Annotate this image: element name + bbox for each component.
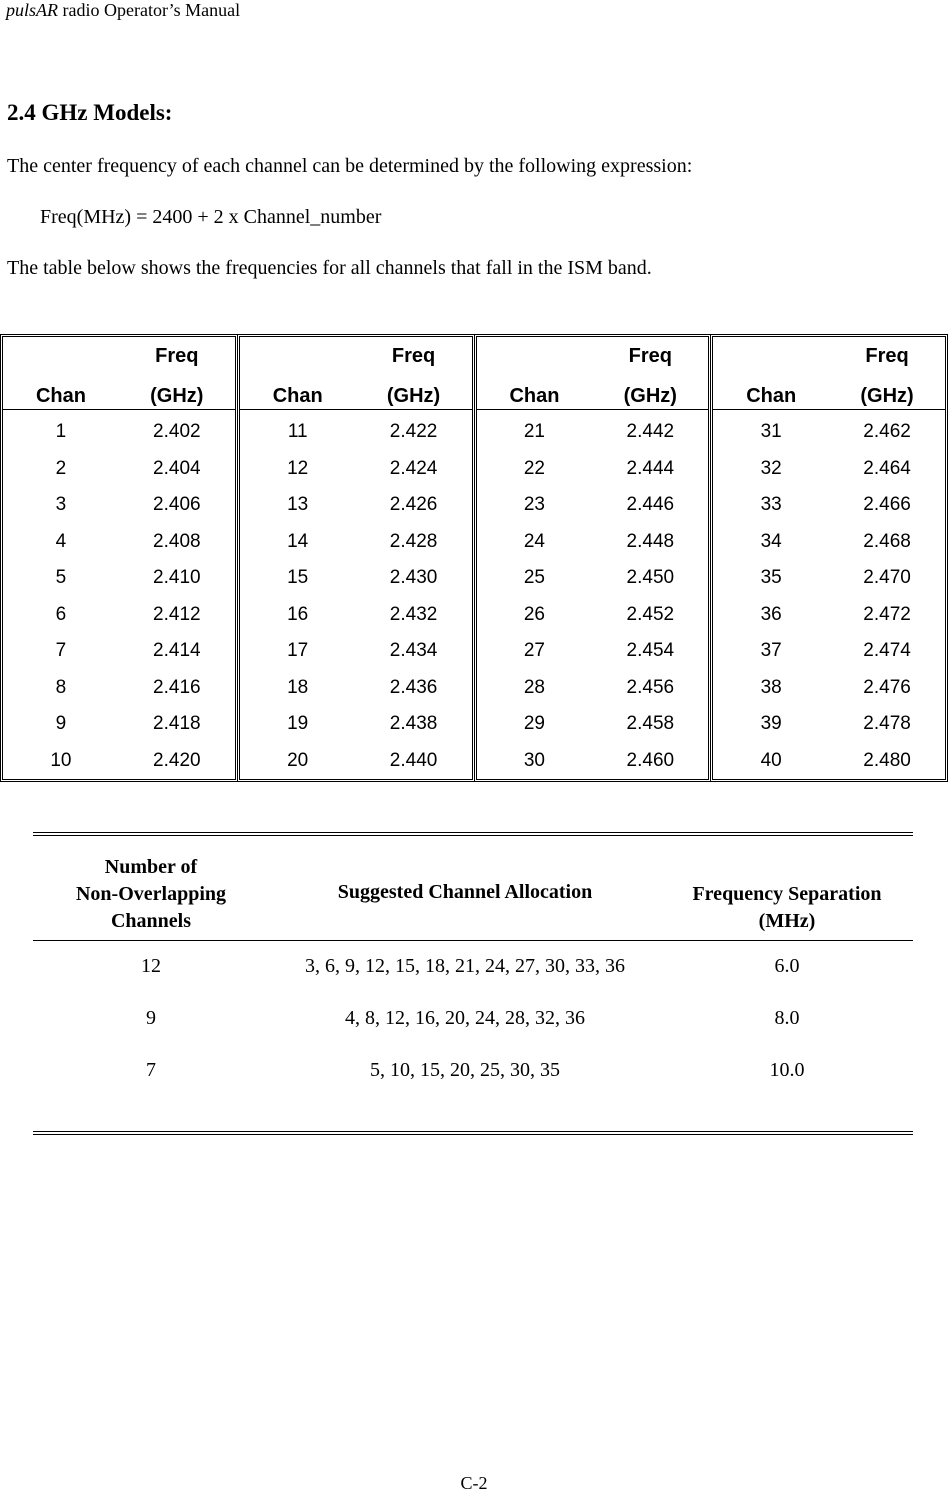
table-row bbox=[33, 1059, 913, 1111]
channel-number: 27 bbox=[523, 640, 545, 662]
table-row bbox=[477, 487, 709, 524]
channel-group bbox=[237, 334, 475, 782]
channel-number: 8 bbox=[55, 676, 67, 698]
channel-group-body bbox=[240, 410, 472, 779]
frequency-formula: Freq(MHz) = 2400 + 2 x Channel_number bbox=[40, 206, 382, 228]
channel-frequency: 2.460 bbox=[626, 749, 675, 771]
table-row bbox=[477, 451, 709, 488]
channel-frequency: 2.416 bbox=[153, 676, 201, 698]
channel-number: 35 bbox=[760, 567, 782, 589]
frequency-separation: 10.0 bbox=[769, 1059, 805, 1081]
channel-number: 9 bbox=[55, 713, 67, 735]
channel-frequency: 2.474 bbox=[863, 640, 911, 662]
channel-frequency: 2.456 bbox=[626, 676, 675, 698]
channel-number: 18 bbox=[287, 676, 309, 698]
channel-number: 12 bbox=[287, 457, 309, 479]
channel-number: 11 bbox=[287, 421, 308, 443]
table-row bbox=[477, 597, 709, 634]
channel-frequency: 2.466 bbox=[863, 494, 911, 516]
channel-frequency: 2.422 bbox=[389, 421, 438, 443]
header-line: Frequency Separation bbox=[692, 883, 882, 905]
channel-frequency: 2.480 bbox=[863, 749, 911, 771]
table-row bbox=[240, 451, 472, 488]
channel-frequency: 2.440 bbox=[389, 749, 438, 771]
header-line: (MHz) bbox=[758, 910, 816, 932]
table-row bbox=[713, 706, 945, 743]
channel-number: 5 bbox=[55, 567, 67, 589]
header-line: Non-Overlapping bbox=[75, 883, 227, 905]
channel-group bbox=[474, 334, 712, 782]
freq-header bbox=[356, 337, 472, 409]
channel-frequency: 2.438 bbox=[389, 713, 438, 735]
channel-number: 3 bbox=[55, 494, 67, 516]
table-row bbox=[477, 743, 709, 780]
table-row bbox=[3, 451, 235, 488]
table-intro-paragraph: The table below shows the frequencies for all channels that fall in the ISM band. bbox=[7, 257, 652, 279]
table-row bbox=[477, 414, 709, 451]
channel-number: 22 bbox=[523, 457, 545, 479]
channel-group-body bbox=[477, 410, 709, 779]
channel-number: 4 bbox=[55, 530, 67, 552]
channel-frequency: 2.434 bbox=[389, 640, 438, 662]
channel-group bbox=[710, 334, 948, 782]
channel-frequency: 2.412 bbox=[153, 603, 201, 625]
channel-group-body bbox=[713, 410, 945, 779]
chan-header-label: Chan bbox=[35, 385, 86, 407]
channel-number: 36 bbox=[760, 603, 782, 625]
channel-allocation-table bbox=[33, 832, 913, 1135]
channel-frequency: 2.468 bbox=[863, 530, 911, 552]
table-row bbox=[240, 743, 472, 780]
channel-frequency: 2.442 bbox=[626, 421, 675, 443]
channel-allocation: 4, 8, 12, 16, 20, 24, 28, 32, 36 bbox=[345, 1007, 585, 1029]
table-row bbox=[240, 487, 472, 524]
channel-frequency: 2.446 bbox=[626, 494, 675, 516]
channel-number: 29 bbox=[523, 713, 545, 735]
table-row bbox=[3, 524, 235, 561]
table-row bbox=[240, 560, 472, 597]
channel-group-header bbox=[240, 337, 472, 410]
freq-header-label: Freq bbox=[865, 345, 909, 367]
chan-header-label: Chan bbox=[272, 385, 323, 407]
channel-frequency: 2.478 bbox=[863, 713, 911, 735]
channel-number: 25 bbox=[523, 567, 545, 589]
table-row bbox=[713, 524, 945, 561]
channel-number: 21 bbox=[523, 421, 545, 443]
frequency-separation: 6.0 bbox=[774, 955, 800, 977]
channel-number: 17 bbox=[287, 640, 309, 662]
channel-frequency: 2.476 bbox=[863, 676, 911, 698]
table-row bbox=[240, 633, 472, 670]
freq-header bbox=[829, 337, 945, 409]
table-row bbox=[713, 670, 945, 707]
channel-number: 16 bbox=[287, 603, 309, 625]
channel-frequency: 2.428 bbox=[389, 530, 438, 552]
channel-group bbox=[0, 334, 238, 782]
channel-number: 30 bbox=[523, 749, 545, 771]
table-row bbox=[33, 955, 913, 1007]
table-bottom-rule bbox=[33, 1131, 913, 1135]
channel-number: 38 bbox=[760, 676, 782, 698]
channel-frequency: 2.410 bbox=[153, 567, 201, 589]
header-text: radio Operator’s Manual bbox=[58, 0, 241, 20]
channel-frequency: 2.472 bbox=[863, 603, 911, 625]
channel-frequency: 2.470 bbox=[863, 567, 911, 589]
channel-frequency: 2.418 bbox=[153, 713, 201, 735]
channel-frequency: 2.444 bbox=[626, 457, 675, 479]
channel-frequency: 2.454 bbox=[626, 640, 675, 662]
channel-number: 28 bbox=[523, 676, 545, 698]
channel-allocation: 5, 10, 15, 20, 25, 30, 35 bbox=[370, 1059, 560, 1081]
table-row bbox=[477, 633, 709, 670]
table-row bbox=[477, 670, 709, 707]
channel-number: 13 bbox=[287, 494, 309, 516]
channel-frequency: 2.432 bbox=[389, 603, 438, 625]
chan-header bbox=[240, 337, 356, 409]
table-row bbox=[3, 706, 235, 743]
table-row bbox=[3, 633, 235, 670]
table-row bbox=[240, 524, 472, 561]
channel-frequency: 2.408 bbox=[153, 530, 201, 552]
brand-name: pulsAR bbox=[6, 0, 58, 20]
allocation-body bbox=[33, 941, 913, 1131]
table-row bbox=[713, 487, 945, 524]
channel-group-header bbox=[713, 337, 945, 410]
page-header bbox=[6, 0, 240, 21]
channel-number: 14 bbox=[287, 530, 309, 552]
table-row bbox=[3, 560, 235, 597]
table-row bbox=[713, 451, 945, 488]
chan-header bbox=[477, 337, 593, 409]
channel-frequency: 2.404 bbox=[153, 457, 201, 479]
channel-frequency: 2.458 bbox=[626, 713, 675, 735]
channel-frequency: 2.452 bbox=[626, 603, 675, 625]
channel-number: 40 bbox=[760, 749, 782, 771]
channel-number: 6 bbox=[55, 603, 67, 625]
page-number: C-2 bbox=[460, 1473, 488, 1493]
freq-header-unit: (GHz) bbox=[860, 385, 914, 407]
channel-number: 20 bbox=[287, 749, 309, 771]
chan-header bbox=[3, 337, 119, 409]
channel-group-header bbox=[477, 337, 709, 410]
channel-number: 7 bbox=[55, 640, 67, 662]
channel-frequency: 2.464 bbox=[863, 457, 911, 479]
freq-header-label: Freq bbox=[628, 345, 672, 367]
channel-frequency: 2.406 bbox=[153, 494, 201, 516]
header-suggested-allocation: Suggested Channel Allocation bbox=[337, 881, 593, 903]
channel-number: 19 bbox=[287, 713, 309, 735]
channel-number: 15 bbox=[287, 567, 309, 589]
channel-number: 32 bbox=[760, 457, 782, 479]
freq-header bbox=[119, 337, 235, 409]
chan-header-label: Chan bbox=[509, 385, 560, 407]
chan-header-label: Chan bbox=[746, 385, 797, 407]
table-row bbox=[477, 706, 709, 743]
freq-header bbox=[592, 337, 708, 409]
channel-frequency: 2.462 bbox=[863, 421, 911, 443]
table-row bbox=[713, 597, 945, 634]
channel-frequency: 2.420 bbox=[153, 749, 201, 771]
channel-group-body bbox=[3, 410, 235, 779]
channel-count: 7 bbox=[146, 1059, 156, 1081]
channel-number: 24 bbox=[523, 530, 545, 552]
channel-allocation: 3, 6, 9, 12, 15, 18, 21, 24, 27, 30, 33, 36 bbox=[305, 955, 625, 977]
channel-number: 37 bbox=[760, 640, 782, 662]
freq-header-unit: (GHz) bbox=[386, 385, 441, 407]
table-row bbox=[240, 706, 472, 743]
channel-count: 12 bbox=[141, 955, 161, 977]
channel-frequency: 2.448 bbox=[626, 530, 675, 552]
table-row bbox=[240, 414, 472, 451]
channel-frequency: 2.426 bbox=[389, 494, 438, 516]
table-row bbox=[3, 743, 235, 780]
channel-number: 26 bbox=[523, 603, 545, 625]
table-row bbox=[713, 743, 945, 780]
table-row bbox=[240, 597, 472, 634]
freq-header-label: Freq bbox=[155, 345, 199, 367]
allocation-header-row bbox=[33, 836, 913, 940]
channel-frequency: 2.402 bbox=[153, 421, 201, 443]
channel-frequency: 2.424 bbox=[389, 457, 438, 479]
freq-header-label: Freq bbox=[391, 345, 436, 367]
table-row bbox=[477, 560, 709, 597]
table-row bbox=[240, 670, 472, 707]
channel-frequency: 2.450 bbox=[626, 567, 675, 589]
channel-number: 2 bbox=[55, 457, 67, 479]
channel-group-header bbox=[3, 337, 235, 410]
table-row bbox=[3, 670, 235, 707]
header-frequency-separation bbox=[661, 836, 913, 940]
section-title: 2.4 GHz Models: bbox=[7, 100, 173, 125]
channel-number: 23 bbox=[523, 494, 545, 516]
channel-count: 9 bbox=[146, 1007, 156, 1029]
channel-number: 1 bbox=[55, 421, 67, 443]
table-row bbox=[3, 487, 235, 524]
table-row bbox=[33, 1007, 913, 1059]
channel-number: 31 bbox=[760, 421, 782, 443]
table-row bbox=[3, 414, 235, 451]
channel-number: 39 bbox=[760, 713, 782, 735]
channel-number: 33 bbox=[760, 494, 782, 516]
channel-frequency: 2.414 bbox=[153, 640, 201, 662]
freq-header-unit: (GHz) bbox=[623, 385, 677, 407]
table-row bbox=[3, 597, 235, 634]
table-row bbox=[713, 414, 945, 451]
freq-header-unit: (GHz) bbox=[150, 385, 204, 407]
table-row bbox=[477, 524, 709, 561]
channel-frequency: 2.436 bbox=[389, 676, 438, 698]
header-line: Number of bbox=[104, 856, 198, 878]
channel-frequency-table bbox=[0, 334, 948, 782]
intro-paragraph: The center frequency of each channel can be determined by the following expression: bbox=[7, 155, 693, 177]
channel-frequency: 2.430 bbox=[389, 567, 438, 589]
channel-number: 34 bbox=[760, 530, 782, 552]
header-line: Channels bbox=[110, 910, 192, 932]
table-row bbox=[713, 633, 945, 670]
table-row bbox=[713, 560, 945, 597]
chan-header bbox=[713, 337, 829, 409]
header-non-overlapping bbox=[33, 836, 269, 940]
frequency-separation: 8.0 bbox=[774, 1007, 800, 1029]
channel-number: 10 bbox=[50, 749, 72, 771]
